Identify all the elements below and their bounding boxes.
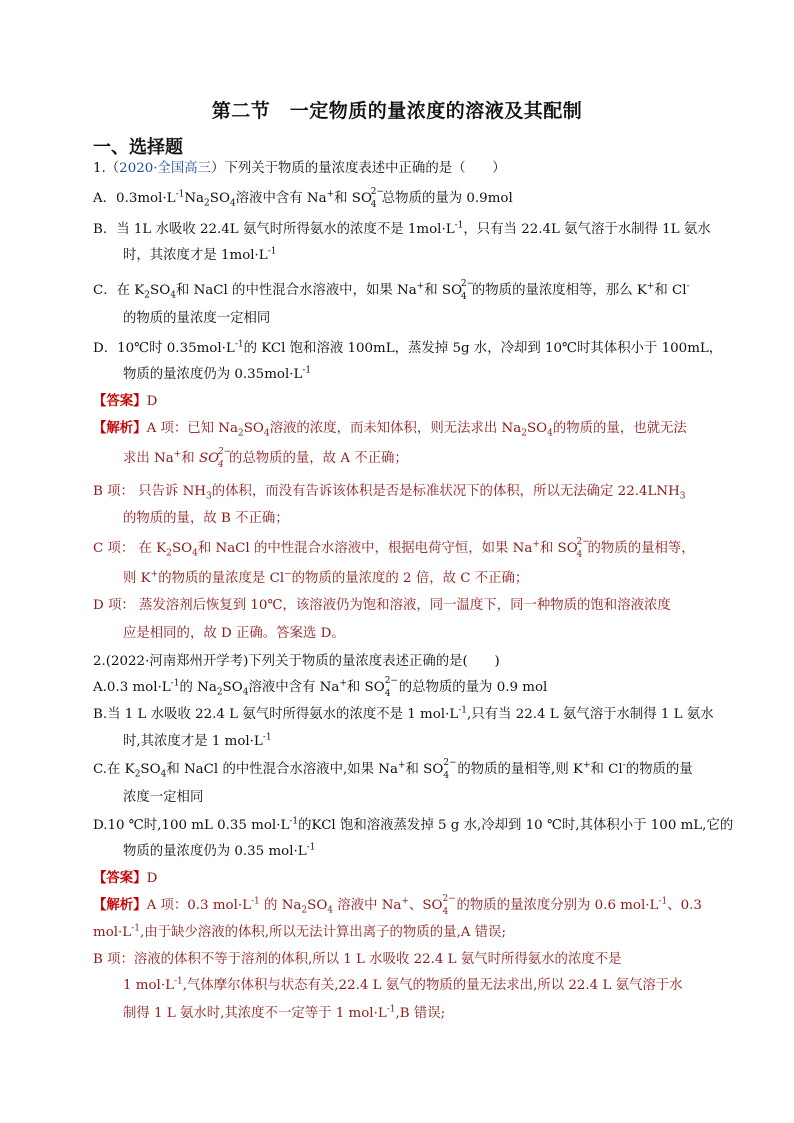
q2-stem: 2.(2022·河南郑州开学考)下列关于物质的量浓度表述正确的是( )	[93, 654, 500, 669]
q1-option-b-line2: 时，其浓度才是 $1mol\cdot L^{-1}$	[123, 246, 277, 263]
q2-analysis-b-line3: 制得 1 L 氨水时,其浓度不一定等于 1 $mol\cdot L^{-1},B$ 错误;	[123, 1004, 446, 1021]
q1-option-c-line2: 的物质的量浓度一定相同	[123, 311, 271, 326]
q2-option-d-line2: 物质的量浓度仍为 0.35 $mol\cdot L^{-1}$	[123, 842, 316, 859]
q2-analysis-a-line2: $mol\cdot L^{-1}$,由于缺少溶液的体积,所以无法计算出离子的物质的量,A 错误;	[93, 923, 506, 940]
q2-option-a: A.0.3 $mol\cdot L^{-1}$的 $Na_2SO_4$溶液中含有 Na+和 SO 2− 4 的总物质的量为 0.9 mol	[93, 676, 548, 699]
q1-analysis-a-line2: 求出 Na+和 SO 2− 4 的总物质的量，故 A 不正确；	[123, 447, 408, 470]
q1-answer: 【答案】D	[93, 394, 158, 409]
q1-option-b-line1: B．当 1L 水吸收 22.4L 氨气时所得氨水的浓度不是 $1mol\cdot L^{-1}$，只有当 22.4L 氨气溶于水制得 1L 氨水	[93, 220, 711, 237]
q1-option-c-line1: C．在 $K_2SO_4$和 NaCl 的中性混合水溶液中，如果 Na+和 SO 2− 4 的物质的量浓度相等，那么 K+和 Cl-	[93, 279, 690, 302]
q1-analysis-c-line1: C 项： 在 $K_2SO_4$和 NaCl 的中性混合水溶液中，根据电荷守恒，如果 Na+和 SO 2− 4 的物质的量相等，	[93, 537, 695, 560]
q2-analysis-a-line1: 【解析】A 项：0.3 $mol\cdot L^{-1}$ 的 $Na_2SO_4$ 溶液中 Na+、SO 2− 4 的物质的量浓度分别为 0.6 $mol\cdot L^{-1}$、0.3	[93, 894, 702, 917]
q1-analysis-b-line2: 的物质的量，故 B 不正确；	[123, 511, 289, 526]
q1-option-d-line1: D．10℃时 $0.35mol\cdot L^{-1}$的 KCl 饱和溶液 100mL，蒸发掉 5g 水，冷却到 10℃时其体积小于 100mL，	[93, 339, 723, 356]
q1-analysis-c-line2: 则 K+的物质的量浓度是 Cl−的物质的量浓度的 2 倍，故 C 不正确；	[123, 569, 529, 586]
q2-option-d-line1: D.10 ℃时,100 mL 0.35 $mol\cdot L^{-1}$的KCl 饱和溶液蒸发掉 5 g 水,冷却到 10 ℃时,其体积小于 100 mL,它的	[93, 816, 734, 833]
q2-option-b-line1: B.当 1 L 水吸收 22.4 L 氨气时所得氨水的浓度不是 1 $mol\cdot L^{-1}$,只有当 22.4 L 氨气溶于水制得 1 L 氨水	[93, 705, 714, 722]
q2-option-c-line2: 浓度一定相同	[123, 790, 204, 805]
q1-analysis-d-line1: D 项： 蒸发溶剂后恢复到 10℃，该溶液仍为饱和溶液，同一温度下，同一种物质的饱和溶液浓度	[93, 598, 671, 613]
q1-analysis-a-line1: 【解析】A 项：已知 $Na_2SO_4$溶液的浓度，而未知体积，则无法求出 $Na_2SO_4$的物质的量，也就无法	[93, 421, 687, 439]
q2-analysis-b-line1: B 项：溶液的体积不等于溶剂的体积,所以 1 L 水吸收 22.4 L 氨气时所得氨水的浓度不是	[93, 952, 622, 967]
q1-stem: 1.（2020·全国高三）下列关于物质的量浓度表述中正确的是（ ）	[93, 161, 506, 176]
q2-option-c-line1: C.在 $K_2SO_4$和 NaCl 的中性混合水溶液中,如果 Na+和 SO 2− 4 的物质的量相等,则 K+和 Cl-的物质的量	[93, 758, 693, 781]
q1-option-d-line2: 物质的量浓度仍为 $0.35mol\cdot L^{-1}$	[123, 365, 312, 382]
q2-analysis-b-line2: 1 $mol\cdot L^{-1}$,气体摩尔体积与状态有关,22.4 L 氨气的物质的量无法求出,所以 22.4 L 氨气溶于水	[123, 976, 683, 993]
q1-option-a: A．$0.3mol\cdot L^{-1}Na_2SO_4$溶液中含有 Na+和 SO 2− 4 总物质的量为 0.9mol	[93, 187, 513, 210]
q1-analysis-d-line2: 应是相同的，故 D 正确。答案选 D。	[123, 626, 345, 641]
q2-option-b-line2: 时,其浓度才是 1 $mol\cdot L^{-1}$	[123, 732, 272, 749]
page-title: 第二节 一定物质的量浓度的溶液及其配制	[211, 100, 583, 122]
q2-answer: 【答案】D	[93, 871, 158, 886]
section-heading: 一、选择题	[93, 137, 183, 158]
q1-analysis-b-line1: B 项： 只告诉 $NH_3$的体积，而没有告诉该体积是否是标准状况下的体积，所以无法确定 $22.4LNH_3$	[93, 484, 686, 502]
